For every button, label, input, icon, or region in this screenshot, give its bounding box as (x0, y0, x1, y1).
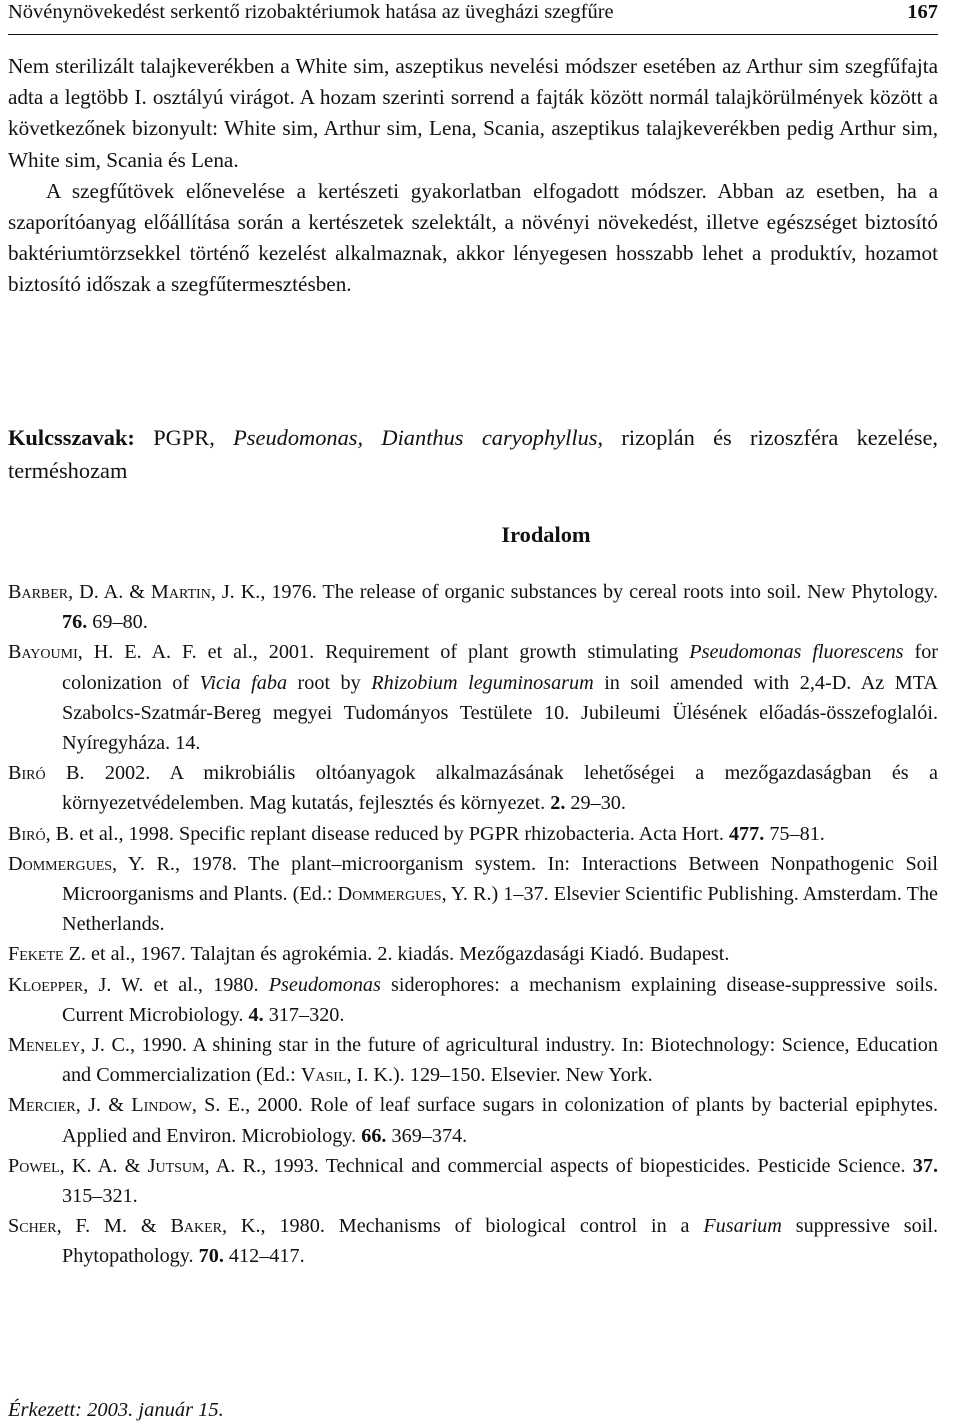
ref-text: 75–81. (764, 822, 825, 845)
ref-text: , I. K.). 129–150. Elsevier. New York. (346, 1064, 653, 1087)
reference-item (8, 577, 938, 637)
ref-text: Z. et al., 1967. Talajtan és agrokémia. 2. kiadás. Mezőgazdasági Kiadó. Budapest. (63, 943, 730, 966)
reference-item (8, 637, 938, 758)
ref-text: 412–417. (223, 1245, 305, 1268)
ref-author: Barber (8, 581, 69, 603)
ref-text: , J. W. et al., 1980. (83, 973, 269, 996)
ref-volume: 66. (361, 1124, 387, 1147)
ref-text: , K. A. & (59, 1154, 148, 1177)
ref-author: Fekete (8, 943, 64, 966)
ref-text: 369–374. (386, 1124, 468, 1147)
ref-author: Bayoumi (8, 641, 78, 664)
reference-item (8, 849, 938, 940)
ref-text: siderophores: a mechanism explaining disease-suppressive soils. Current Microbiology. (62, 973, 938, 1026)
reference-item (8, 1211, 938, 1271)
ref-text: , Y. R.) 1–37. Elsevier Scientific Publishing. Amsterdam. The Netherlands. (62, 883, 938, 936)
ref-author: Baker (170, 1215, 223, 1238)
ref-volume: 2. (550, 792, 566, 815)
ref-author: Dommergues (8, 852, 113, 875)
ref-author: Meneley (8, 1034, 81, 1057)
ref-text: , B. et al., 1998. Specific replant disease reduced by PGPR rhizobacteria. Acta Hort. (45, 822, 729, 845)
ref-text: suppressive soil. Phytopathology. (62, 1215, 938, 1268)
abstract-paragraph-1: Nem sterilizált talajkeverékben a White sim, aszeptikus nevelési módszer esetében az Arthur sim szegfűfajta adta a legtöbb I. osztályú virágot. A hozam szerinti sorrend a fajták között normál talajkörülmények között a következőnek bizonyult: White sim, Arthur sim, Lena, Scania, aszeptikus talajkeverékben pedig Arthur sim, White sim, Scania és Lena. (8, 54, 938, 172)
keywords (8, 421, 938, 487)
page-number: 167 (907, 1, 938, 23)
keywords-label: Kulcsszavak: (8, 425, 135, 450)
ref-text: , Y. R., 1978. The plant–microorganism system. In: Interactions Between Nonpathogenic Soil Microorganisms and Plants. (Ed.: (62, 852, 938, 906)
ref-text: , J. C., 1990. A shining star in the future of agricultural industry. In: Biotechnology: Science, Education and Commercialization (Ed.: (62, 1034, 938, 1087)
keywords-text: , rizoplán és rizoszféra kezelése, terméshozam (8, 425, 939, 483)
ref-author: Scher (8, 1215, 57, 1238)
ref-author: Mercier (8, 1094, 76, 1117)
abstract-paragraph-2: A szegfűtövek előnevelése a kertészeti gyakorlatban elfogadott módszer. Abban az esetben, ha a szaporítóanyag előállítása során a kertészetek szelektált, a növényi növekedést, illetve egészséget biztosító baktériumtörzsekkel történő kezelést alkalmaznak, akkor lényegesen hosszabb lehet a produktív, hozamot biztosító időszak a szegfűtermesztésben. (8, 178, 938, 297)
reference-item (8, 1030, 938, 1090)
reference-list (8, 577, 938, 1272)
ref-volume: 4. (248, 1003, 264, 1026)
ref-text: 315–321. (62, 1185, 138, 1208)
ref-text: , D. A. & (68, 581, 151, 603)
ref-text: for colonization of (62, 641, 939, 694)
ref-italic: Pseudomonas (268, 973, 381, 996)
reference-item (8, 758, 938, 818)
running-title: Növénynövekedést serkentő rizobaktériumok hatása az üvegházi szegfűre (8, 1, 614, 23)
references-heading: Irodalom (501, 522, 591, 547)
reference-item (8, 819, 938, 849)
ref-text: , H. E. A. F. et al., 2001. Requirement of plant growth stimulating (77, 641, 690, 664)
ref-text: , K., 1980. Mechanisms of biological control in a (222, 1215, 704, 1238)
ref-author: Powel (8, 1154, 60, 1177)
ref-text: in soil amended with 2,4-D. Az MTA Szabolcs-Szatmár-Bereg megyei Tudományos Testülete 10. Jubileumi Ülésének előadás-összefoglalói. Nyíregyháza. 14. (62, 671, 938, 755)
keywords-text: PGPR, (134, 425, 234, 450)
reference-item (8, 939, 938, 969)
ref-author: Biró (8, 762, 46, 785)
reference-item (8, 1090, 938, 1150)
ref-text: , A. R., 1993. Technical and commercial aspects of biopesticides. Pesticide Science. (204, 1154, 913, 1177)
running-header (8, 0, 938, 35)
ref-italic: Rhizobium leguminosarum (371, 671, 594, 694)
ref-author: Kloepper (8, 973, 84, 996)
ref-text: 29–30. (565, 792, 626, 815)
ref-volume: 76. (62, 611, 88, 634)
ref-author: Lindow (131, 1094, 192, 1117)
ref-author: Biró (8, 822, 46, 845)
ref-text: , J. K., 1976. The release of organic substances by cereal roots into soil. New Phytology. (210, 581, 938, 603)
ref-italic: Pseudomonas fluorescens (689, 641, 904, 664)
ref-text: 69–80. (87, 611, 148, 634)
ref-volume: 37. (912, 1154, 938, 1177)
ref-italic: Vicia faba (199, 671, 288, 694)
keywords-italic: Pseudomonas, Dianthus caryophyllus (233, 425, 598, 450)
ref-volume: 70. (198, 1245, 224, 1268)
reference-item (8, 970, 938, 1030)
ref-author: Vasil (300, 1064, 347, 1087)
ref-italic: Fusarium (703, 1215, 782, 1238)
ref-author: Martin (150, 581, 211, 603)
ref-author: Jutsum (147, 1154, 205, 1177)
received-date: Érkezett: 2003. január 15. (8, 1399, 224, 1421)
ref-text: , S. E., 2000. Role of leaf surface sugars in colonization of plants by bacterial epiphytes. Applied and Environ. Microbiology. (62, 1094, 938, 1147)
ref-text: , J. & (75, 1094, 132, 1117)
ref-volume: 477. (728, 822, 765, 845)
reference-item (8, 1151, 938, 1211)
ref-text: 317–320. (263, 1003, 345, 1026)
ref-author: Dommergues (337, 883, 442, 906)
ref-text: B. 2002. A mikrobiális oltóanyagok alkalmazásának lehetőségei a mezőgazdaságban és a környezetvédelemben. Mag kutatás, fejlesztés és környezet. (45, 762, 938, 815)
abstract-text (8, 51, 938, 301)
ref-text: , F. M. & (56, 1215, 171, 1238)
ref-text: root by (287, 671, 372, 694)
